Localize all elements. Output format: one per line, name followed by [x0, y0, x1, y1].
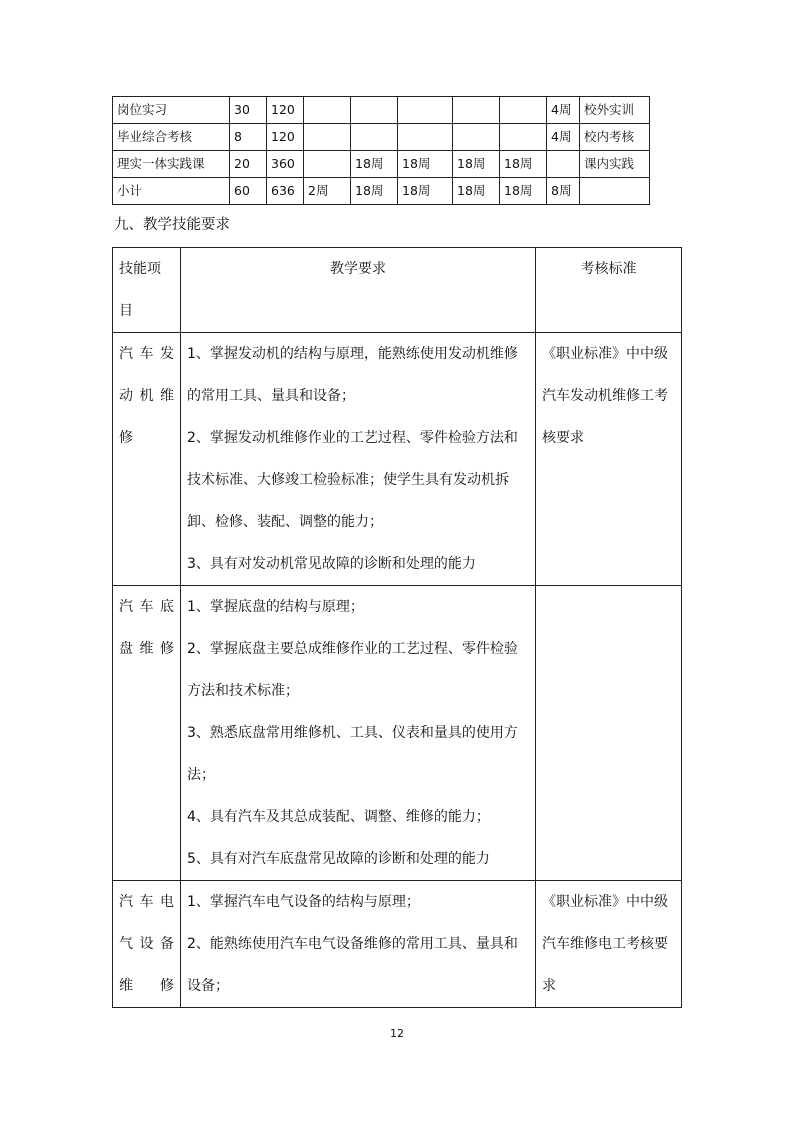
schedule-cell: 理实一体实践课	[113, 151, 230, 178]
schedule-cell	[547, 151, 580, 178]
header-skill-item: 技能项目	[113, 248, 181, 333]
schedule-cell: 18周	[500, 178, 547, 205]
schedule-cell: 2周	[304, 178, 351, 205]
schedule-cell	[398, 97, 453, 124]
schedule-cell: 120	[267, 97, 304, 124]
skill-item: 汽车底盘维修	[113, 586, 181, 881]
schedule-cell: 8	[230, 124, 267, 151]
schedule-cell: 小计	[113, 178, 230, 205]
schedule-table	[112, 96, 650, 205]
schedule-cell: 18周	[398, 178, 453, 205]
skill-standard	[536, 586, 682, 881]
schedule-cell: 4周	[547, 97, 580, 124]
skills-row	[113, 586, 682, 881]
schedule-cell	[500, 97, 547, 124]
header-requirement: 教学要求	[181, 248, 536, 333]
schedule-cell: 毕业综合考核	[113, 124, 230, 151]
schedule-cell: 校外实训	[580, 97, 650, 124]
schedule-cell: 18周	[500, 151, 547, 178]
section-title: 九、教学技能要求	[114, 217, 230, 233]
skill-requirement: 1、掌握发动机的结构与原理，能熟练使用发动机维修的常用工具、量具和设备； 2、掌握发动机维修作业的工艺过程、零件检验方法和技术标准、大修竣工检验标准；使学生具有发动机拆卸、检修、装配、调整的能力； 3、具有对发动机常见故障的诊断和处理的能力	[181, 333, 536, 586]
schedule-cell	[453, 97, 500, 124]
schedule-cell: 校内考核	[580, 124, 650, 151]
schedule-cell	[351, 97, 398, 124]
schedule-cell	[500, 124, 547, 151]
skill-standard: 《职业标准》中中级汽车发动机维修工考核要求	[536, 333, 682, 586]
skill-requirement: 1、掌握汽车电气设备的结构与原理； 2、能熟练使用汽车电气设备维修的常用工具、量具和设备；	[181, 881, 536, 1008]
skills-table	[112, 247, 682, 1008]
schedule-row	[113, 151, 650, 178]
schedule-cell	[398, 124, 453, 151]
schedule-cell: 18周	[351, 151, 398, 178]
header-standard: 考核标准	[536, 248, 682, 333]
skills-row	[113, 333, 682, 586]
schedule-cell: 18周	[453, 151, 500, 178]
skill-standard: 《职业标准》中中级汽车维修电工考核要求	[536, 881, 682, 1008]
schedule-cell: 636	[267, 178, 304, 205]
schedule-cell: 岗位实习	[113, 97, 230, 124]
schedule-cell: 8周	[547, 178, 580, 205]
schedule-cell: 30	[230, 97, 267, 124]
schedule-cell: 20	[230, 151, 267, 178]
schedule-cell: 课内实践	[580, 151, 650, 178]
schedule-table-body	[113, 97, 650, 205]
schedule-cell: 60	[230, 178, 267, 205]
schedule-cell	[351, 124, 398, 151]
schedule-cell	[453, 124, 500, 151]
schedule-cell: 18周	[351, 178, 398, 205]
skill-requirement: 1、掌握底盘的结构与原理； 2、掌握底盘主要总成维修作业的工艺过程、零件检验方法和技术标准； 3、熟悉底盘常用维修机、工具、仪表和量具的使用方法； 4、具有汽车及其总成装配、调整、维修的能力； 5、具有对汽车底盘常见故障的诊断和处理的能力	[181, 586, 536, 881]
schedule-cell: 18周	[398, 151, 453, 178]
schedule-row	[113, 124, 650, 151]
skill-item: 汽车电气设备维修	[113, 881, 181, 1008]
schedule-cell: 4周	[547, 124, 580, 151]
schedule-row	[113, 178, 650, 205]
schedule-cell: 18周	[453, 178, 500, 205]
schedule-cell	[304, 97, 351, 124]
page-number: 12	[390, 1027, 404, 1040]
skills-row	[113, 881, 682, 1008]
schedule-cell	[304, 151, 351, 178]
schedule-cell	[580, 178, 650, 205]
schedule-cell	[304, 124, 351, 151]
skill-item: 汽车发动机维修	[113, 333, 181, 586]
schedule-cell: 360	[267, 151, 304, 178]
schedule-row	[113, 97, 650, 124]
skills-header-row	[113, 248, 682, 333]
schedule-cell: 120	[267, 124, 304, 151]
